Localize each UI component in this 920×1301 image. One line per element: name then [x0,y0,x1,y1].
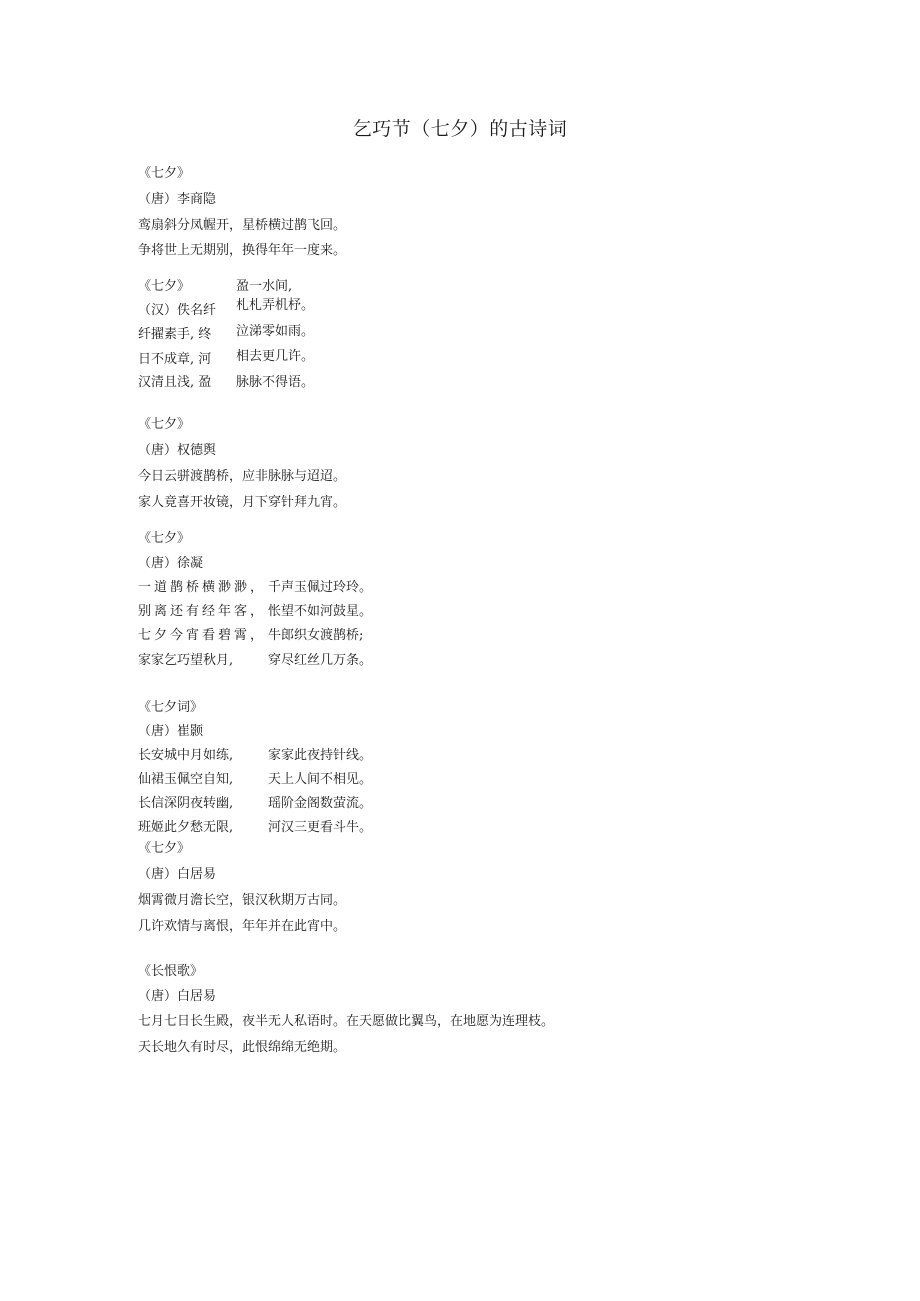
poem-line: 穿尽红丝几万条。 [268,653,373,668]
poem-line: 长安城中月如练, [138,748,234,763]
poem-line: 怅望不如河鼓星。 [268,604,373,619]
poem-line: 相去更几许。 [236,349,315,364]
poem-line: 七月七日长生殿，夜半无人私语时。在天愿做比翼鸟，在地愿为连理枝。 [138,1014,555,1029]
poem-title: 《七夕》 [138,531,191,546]
poem-line: 札札弄机杼。 [236,298,315,313]
poem-line: 天长地久有时尽，此恨绵绵无绝期。 [138,1040,347,1055]
poem-title: 《七夕》 [138,166,191,181]
poem-author: （唐）李商隐 [138,192,217,207]
poem-line: 天上人间不相见。 [268,772,373,787]
poem-line: 纤擢素手, 终 [138,327,212,342]
poem-line: 长信深阴夜转幽, [138,796,234,811]
poem-line: 泣涕零如雨。 [236,324,315,339]
poem-line: 河汉三更看斗牛。 [268,820,373,835]
poem-line: 脉脉不得语。 [236,375,315,390]
poem-title: 《七夕》 [138,279,191,294]
poem-line: 班姬此夕愁无限, [138,820,234,835]
poem-author: （唐）徐凝 [138,556,204,571]
poem-line: 鸾扇斜分凤幄开，星桥横过鹊飞回。 [138,218,347,233]
poem-line: 几许欢情与离恨，年年并在此宵中。 [138,919,347,934]
poem-line: 七夕今宵看碧霄， [138,628,267,643]
poem-title: 《长恨歌》 [138,964,204,979]
poem-line: 烟霄微月澹长空，银汉秋期万古同。 [138,893,347,908]
poem-line: 汉清且浅, 盈 [138,375,212,390]
poem-line: 家人竟喜开妆镜，月下穿针拜九宵。 [138,495,347,510]
poem-line: 家家乞巧望秋月, [138,653,234,668]
poem-line: 别离还有经年客， [138,604,267,619]
poem-line: 牛郎织女渡鹊桥; [268,628,364,643]
poem-line: 仙裙玉佩空自知, [138,772,234,787]
poem-title: 《七夕》 [138,417,191,432]
poem-line: 瑶阶金阁数萤流。 [268,796,373,811]
poem-line: 一道鹊桥横渺渺， [138,580,267,595]
poem-author: （汉）佚名纤 [138,303,217,318]
poem-line: 家家此夜持针线。 [268,748,373,763]
poem-author: （唐）权德舆 [138,443,217,458]
poem-author: （唐）白居易 [138,989,217,1004]
poem-line: 今日云骈渡鹊桥，应非脉脉与迢迢。 [138,469,347,484]
poem-title: 《七夕词》 [138,700,204,715]
page-title: 乞巧节（七夕）的古诗词 [352,118,568,140]
poem-line: 日不成章, 河 [138,352,212,367]
poem-line: 千声玉佩过玲玲。 [268,580,373,595]
poem-line: 盈一水间, [236,279,293,294]
poem-title: 《七夕》 [138,841,191,856]
poem-line: 争将世上无期别，换得年年一度来。 [138,243,347,258]
poem-author: （唐）崔颢 [138,724,204,739]
poem-author: （唐）白居易 [138,867,217,882]
